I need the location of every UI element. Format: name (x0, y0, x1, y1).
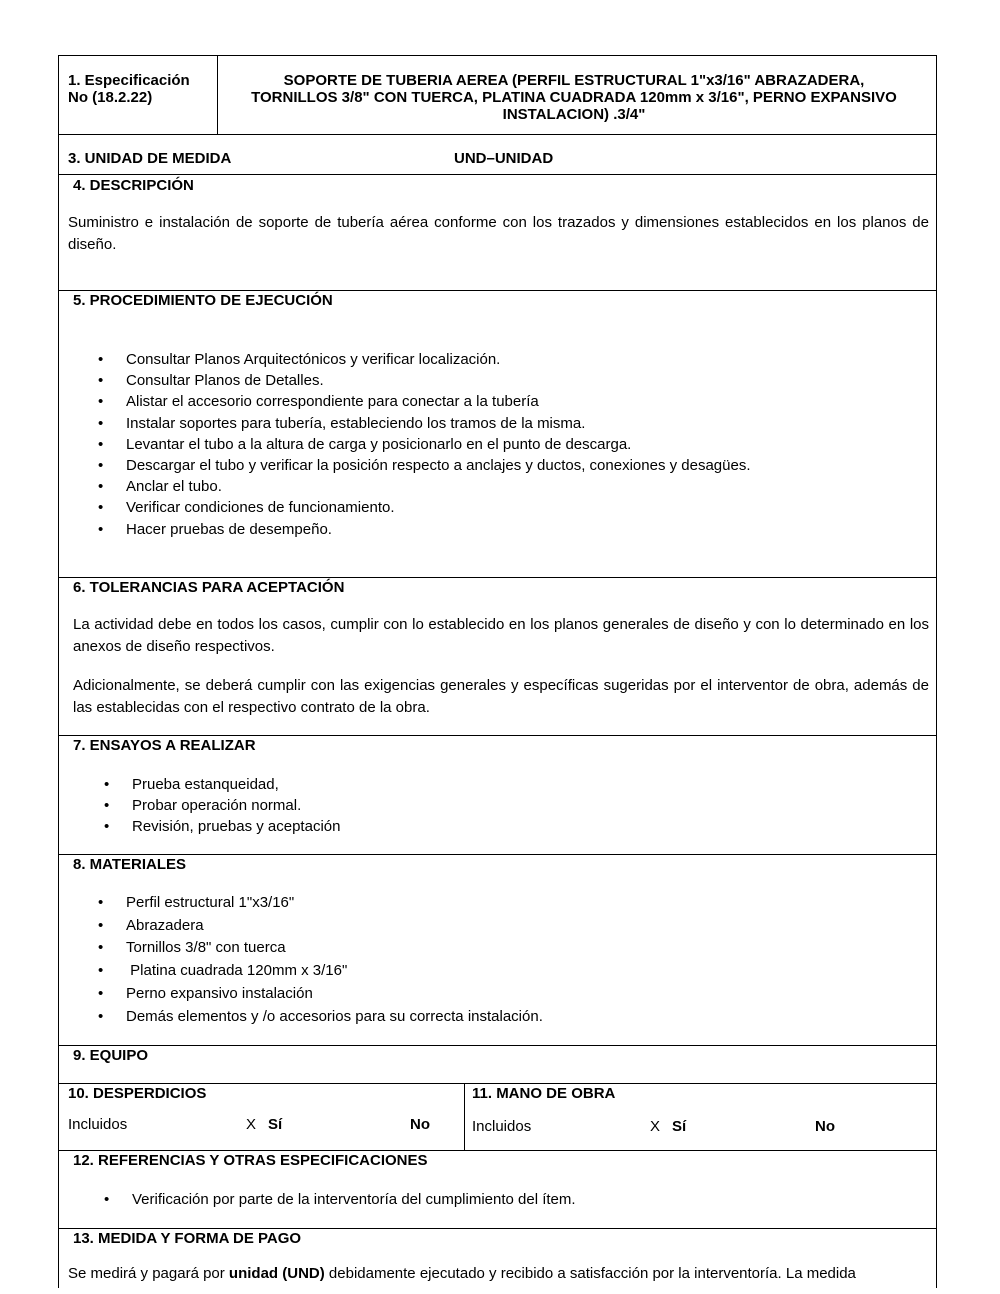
unit-label: 3. UNIDAD DE MEDIDA (68, 150, 232, 167)
list-item: • Verificar condiciones de funcionamiento. (98, 497, 751, 518)
list-item: • Anclar el tubo. (98, 476, 751, 497)
payment-unit: unidad (UND) (228, 1265, 325, 1282)
procedure-heading: 5. PROCEDIMIENTO DE EJECUCIÓN (73, 292, 333, 309)
spec-title: SOPORTE DE TUBERIA AEREA (PERFIL ESTRUCTURAL 1"x3/16" ABRAZADERA, TORNILLOS 3/8" CON TUERCA, PLATINA CUADRADA 120mm x 3/16", PERNO EXPANSIVO INSTALACION) .3/4" (251, 72, 897, 123)
list-item: • Descargar el tubo y verificar la posición respecto a anclajes y ductos, conexiones y desagües. (98, 455, 751, 476)
labor-heading: 11. MANO DE OBRA (472, 1085, 616, 1102)
list-item: • Demás elementos y /o accesorios para su correcta instalación. (98, 1006, 543, 1029)
tolerances-heading: 6. TOLERANCIAS PARA ACEPTACIÓN (73, 579, 345, 596)
procedure-section (59, 290, 936, 577)
list-item: • Perfil estructural 1"x3/16" (98, 892, 543, 915)
list-item: • Probar operación normal. (104, 795, 340, 816)
materials-section (59, 854, 936, 1045)
list-item: • Verificación por parte de la interventoría del cumplimiento del ítem. (104, 1189, 576, 1210)
description-heading: 4. DESCRIPCIÓN (73, 177, 194, 194)
specification-sheet (58, 55, 937, 1288)
divider (217, 56, 218, 134)
list-item: • Levantar el tubo a la altura de carga y posicionarlo en el punto de descarga. (98, 434, 751, 455)
labor-included-label: Incluidos (472, 1118, 532, 1135)
unit-row (59, 134, 936, 174)
list-item: • Alistar el accesorio correspondiente para conectar a la tubería (98, 391, 751, 412)
procedure-list (98, 349, 751, 540)
references-section (59, 1150, 936, 1228)
payment-text-start: Se medirá y pagará por (68, 1265, 229, 1282)
list-item: • Perno expansivo instalación (98, 983, 543, 1006)
list-item: • Platina cuadrada 120mm x 3/16" (98, 960, 543, 983)
materials-heading: 8. MATERIALES (73, 856, 187, 873)
waste-labor-row (59, 1083, 936, 1150)
payment-section (59, 1228, 936, 1288)
list-item: • Consultar Planos Arquitectónicos y verificar localización. (98, 349, 751, 370)
list-item: • Abrazadera (98, 915, 543, 938)
list-item: • Tornillos 3/8" con tuerca (98, 937, 543, 960)
unit-value: UND–UNIDAD (454, 150, 554, 167)
divider (464, 1084, 465, 1150)
waste-yes: Sí (268, 1116, 283, 1133)
tolerances-paragraph-1: La actividad debe en todos los casos, cumplir con lo establecido en los planos generales de diseño y con lo determinado en los anexos de diseño respectivos. (73, 616, 929, 655)
references-list (104, 1189, 576, 1210)
spec-header-row (59, 56, 936, 134)
payment-text (68, 1265, 934, 1282)
labor-yes: Sí (672, 1118, 687, 1135)
list-item: • Revisión, pruebas y aceptación (104, 816, 340, 837)
equipment-section (59, 1045, 936, 1083)
list-item: • Hacer pruebas de desempeño. (98, 519, 751, 540)
waste-mark: X (246, 1116, 257, 1133)
payment-heading: 13. MEDIDA Y FORMA DE PAGO (73, 1230, 302, 1247)
description-text: Suministro e instalación de soporte de tubería aérea conforme con los trazados y dimensiones establecidos en los planos de diseño. (68, 214, 929, 253)
spec-number-label: 1. Especificación No (18.2.22) (68, 72, 190, 106)
materials-list (98, 892, 543, 1028)
labor-mark: X (650, 1118, 661, 1135)
waste-heading: 10. DESPERDICIOS (68, 1085, 207, 1102)
list-item: • Prueba estanqueidad, (104, 774, 340, 795)
list-item: • Consultar Planos de Detalles. (98, 370, 751, 391)
tests-list (104, 774, 340, 838)
description-section (59, 174, 936, 290)
payment-text-end: debidamente ejecutado y recibido a satisfacción por la interventoría. La medida (324, 1265, 856, 1282)
tolerances-paragraph-2: Adicionalmente, se deberá cumplir con las exigencias generales y específicas sugeridas por el interventor de obra, además de las establecidas con el respectivo contrato de la obra. (73, 677, 929, 716)
waste-no: No (410, 1116, 430, 1133)
list-item: • Instalar soportes para tubería, estableciendo los tramos de la misma. (98, 413, 751, 434)
labor-no: No (815, 1118, 835, 1135)
equipment-heading: 9. EQUIPO (73, 1047, 149, 1064)
waste-included-label: Incluidos (68, 1116, 128, 1133)
tests-heading: 7. ENSAYOS A REALIZAR (73, 737, 256, 754)
tests-section (59, 735, 936, 854)
references-heading: 12. REFERENCIAS Y OTRAS ESPECIFICACIONES (73, 1152, 428, 1169)
tolerances-section (59, 577, 936, 735)
